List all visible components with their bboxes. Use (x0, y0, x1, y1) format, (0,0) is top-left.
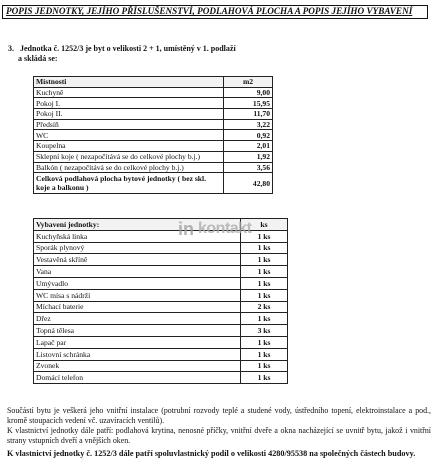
table-row (34, 360, 288, 372)
equipment-name: Umývadlo (34, 277, 241, 289)
room-name: Sklepní koje ( nezapočítává se do celkové plochy b.j.) (34, 151, 224, 162)
intro-line-2: a skládá se: (18, 54, 58, 63)
table-row (34, 372, 288, 384)
equipment-name: Domácí telefon (34, 372, 241, 384)
table-row (34, 242, 288, 254)
room-name: Předsíň (34, 119, 224, 130)
rooms-header-unit: m2 (224, 77, 273, 88)
equipment-name: Lapač par (34, 336, 241, 348)
equipment-name: Vana (34, 266, 241, 278)
table-row (34, 162, 273, 173)
equipment-table (33, 218, 288, 384)
equipment-name: Listovní schránka (34, 348, 241, 360)
equipment-count: 1 ks (241, 230, 288, 242)
room-name: Pokoj I. (34, 98, 224, 109)
equipment-count: 1 ks (241, 360, 288, 372)
equipment-count: 1 ks (241, 313, 288, 325)
rooms-header-label: Místnosti (34, 77, 224, 88)
room-name: Kuchyně (34, 87, 224, 98)
equipment-name: Kuchyňská linka (34, 230, 241, 242)
equipment-name: Vestavěná skříně (34, 254, 241, 266)
equipment-name: Topná tělesa (34, 325, 241, 337)
table-row (34, 277, 288, 289)
equipment-count: 3 ks (241, 325, 288, 337)
intro-line-1: Jednotka č. 1252/3 je byt o velikosti 2 + 1, umístěný v 1. podlaží (20, 44, 236, 53)
equipment-count: 1 ks (241, 348, 288, 360)
table-row (34, 98, 273, 109)
room-area: 3,56 (224, 162, 273, 173)
equipment-name: Dřez (34, 313, 241, 325)
equipment-name: WC mísa s nádrží (34, 289, 241, 301)
room-name: WC (34, 130, 224, 141)
table-row (34, 87, 273, 98)
equipment-name: Sporák plynový (34, 242, 241, 254)
equipment-count: 1 ks (241, 372, 288, 384)
equipment-count: 1 ks (241, 266, 288, 278)
rooms-header-row (34, 77, 273, 88)
section-header (2, 5, 428, 19)
equipment-count: 1 ks (241, 277, 288, 289)
table-row (34, 119, 273, 130)
table-row (34, 313, 288, 325)
footer-text (7, 406, 431, 459)
room-area: 11,70 (224, 109, 273, 120)
equipment-header-unit: ks (241, 219, 288, 231)
table-row (34, 141, 273, 152)
rooms-total-value: 42,80 (224, 173, 273, 194)
table-row (34, 254, 288, 266)
rooms-table (33, 76, 273, 194)
room-area: 3,22 (224, 119, 273, 130)
room-area: 2,01 (224, 141, 273, 152)
section-title: POPIS JEDNOTKY, JEJÍHO PŘÍSLUŠENSTVÍ, PODLAHOVÁ PLOCHA A POPIS JEJÍHO VYBAVENÍ (6, 6, 413, 16)
footer-paragraph-1: Součástí bytu je veškerá jeho vnitřní instalace (potrubní rozvody teplé a studené vody, ústředního topení, elektroinstalace a pod., kromě stoupacích vedení vč. uzavíracích ventilů). (7, 406, 431, 425)
table-row (34, 325, 288, 337)
equipment-count: 1 ks (241, 242, 288, 254)
room-area: 15,95 (224, 98, 273, 109)
section-number: 3. (8, 44, 14, 53)
table-row (34, 130, 273, 141)
equipment-header-label: Vybavení jednotky: (34, 219, 241, 231)
table-row (34, 301, 288, 313)
equipment-count: 1 ks (241, 336, 288, 348)
watermark-logo (178, 216, 252, 242)
equipment-count: 1 ks (241, 254, 288, 266)
table-row (34, 289, 288, 301)
unit-intro (8, 44, 236, 64)
room-area: 0,92 (224, 130, 273, 141)
equipment-count: 2 ks (241, 301, 288, 313)
watermark-text-in: in (178, 218, 194, 239)
footer-paragraph-2: K vlastnictví jednotky dále patří: podlahová krytina, nenosné příčky, vnitřní dveře a okna nacházející se uvnitř bytu, jakož i vnitřní strany vstupních dveří a vnějších oken. (7, 426, 431, 445)
room-name: Balkón ( nezapočítává se do celkové plochy b.j.) (34, 162, 224, 173)
equipment-name: Zvonek (34, 360, 241, 372)
table-row (34, 336, 288, 348)
room-name: Koupelna (34, 141, 224, 152)
equipment-count: 1 ks (241, 289, 288, 301)
table-row (34, 266, 288, 278)
room-area: 9,00 (224, 87, 273, 98)
equipment-name: Míchací baterie (34, 301, 241, 313)
table-row (34, 151, 273, 162)
watermark-text-rest: kontakt (198, 220, 252, 237)
room-area: 1,92 (224, 151, 273, 162)
room-name: Pokoj II. (34, 109, 224, 120)
footer-paragraph-3: K vlastnictví jednotky č. 1252/3 dále patří spoluvlastnický podíl o velikosti 4280/95538 na společných částech budovy. (7, 449, 416, 458)
rooms-total-label: Celková podlahová plocha bytové jednotky ( bez skl. koje a balkonu ) (34, 173, 224, 194)
table-row (34, 348, 288, 360)
table-row (34, 109, 273, 120)
rooms-total-row (34, 173, 273, 194)
